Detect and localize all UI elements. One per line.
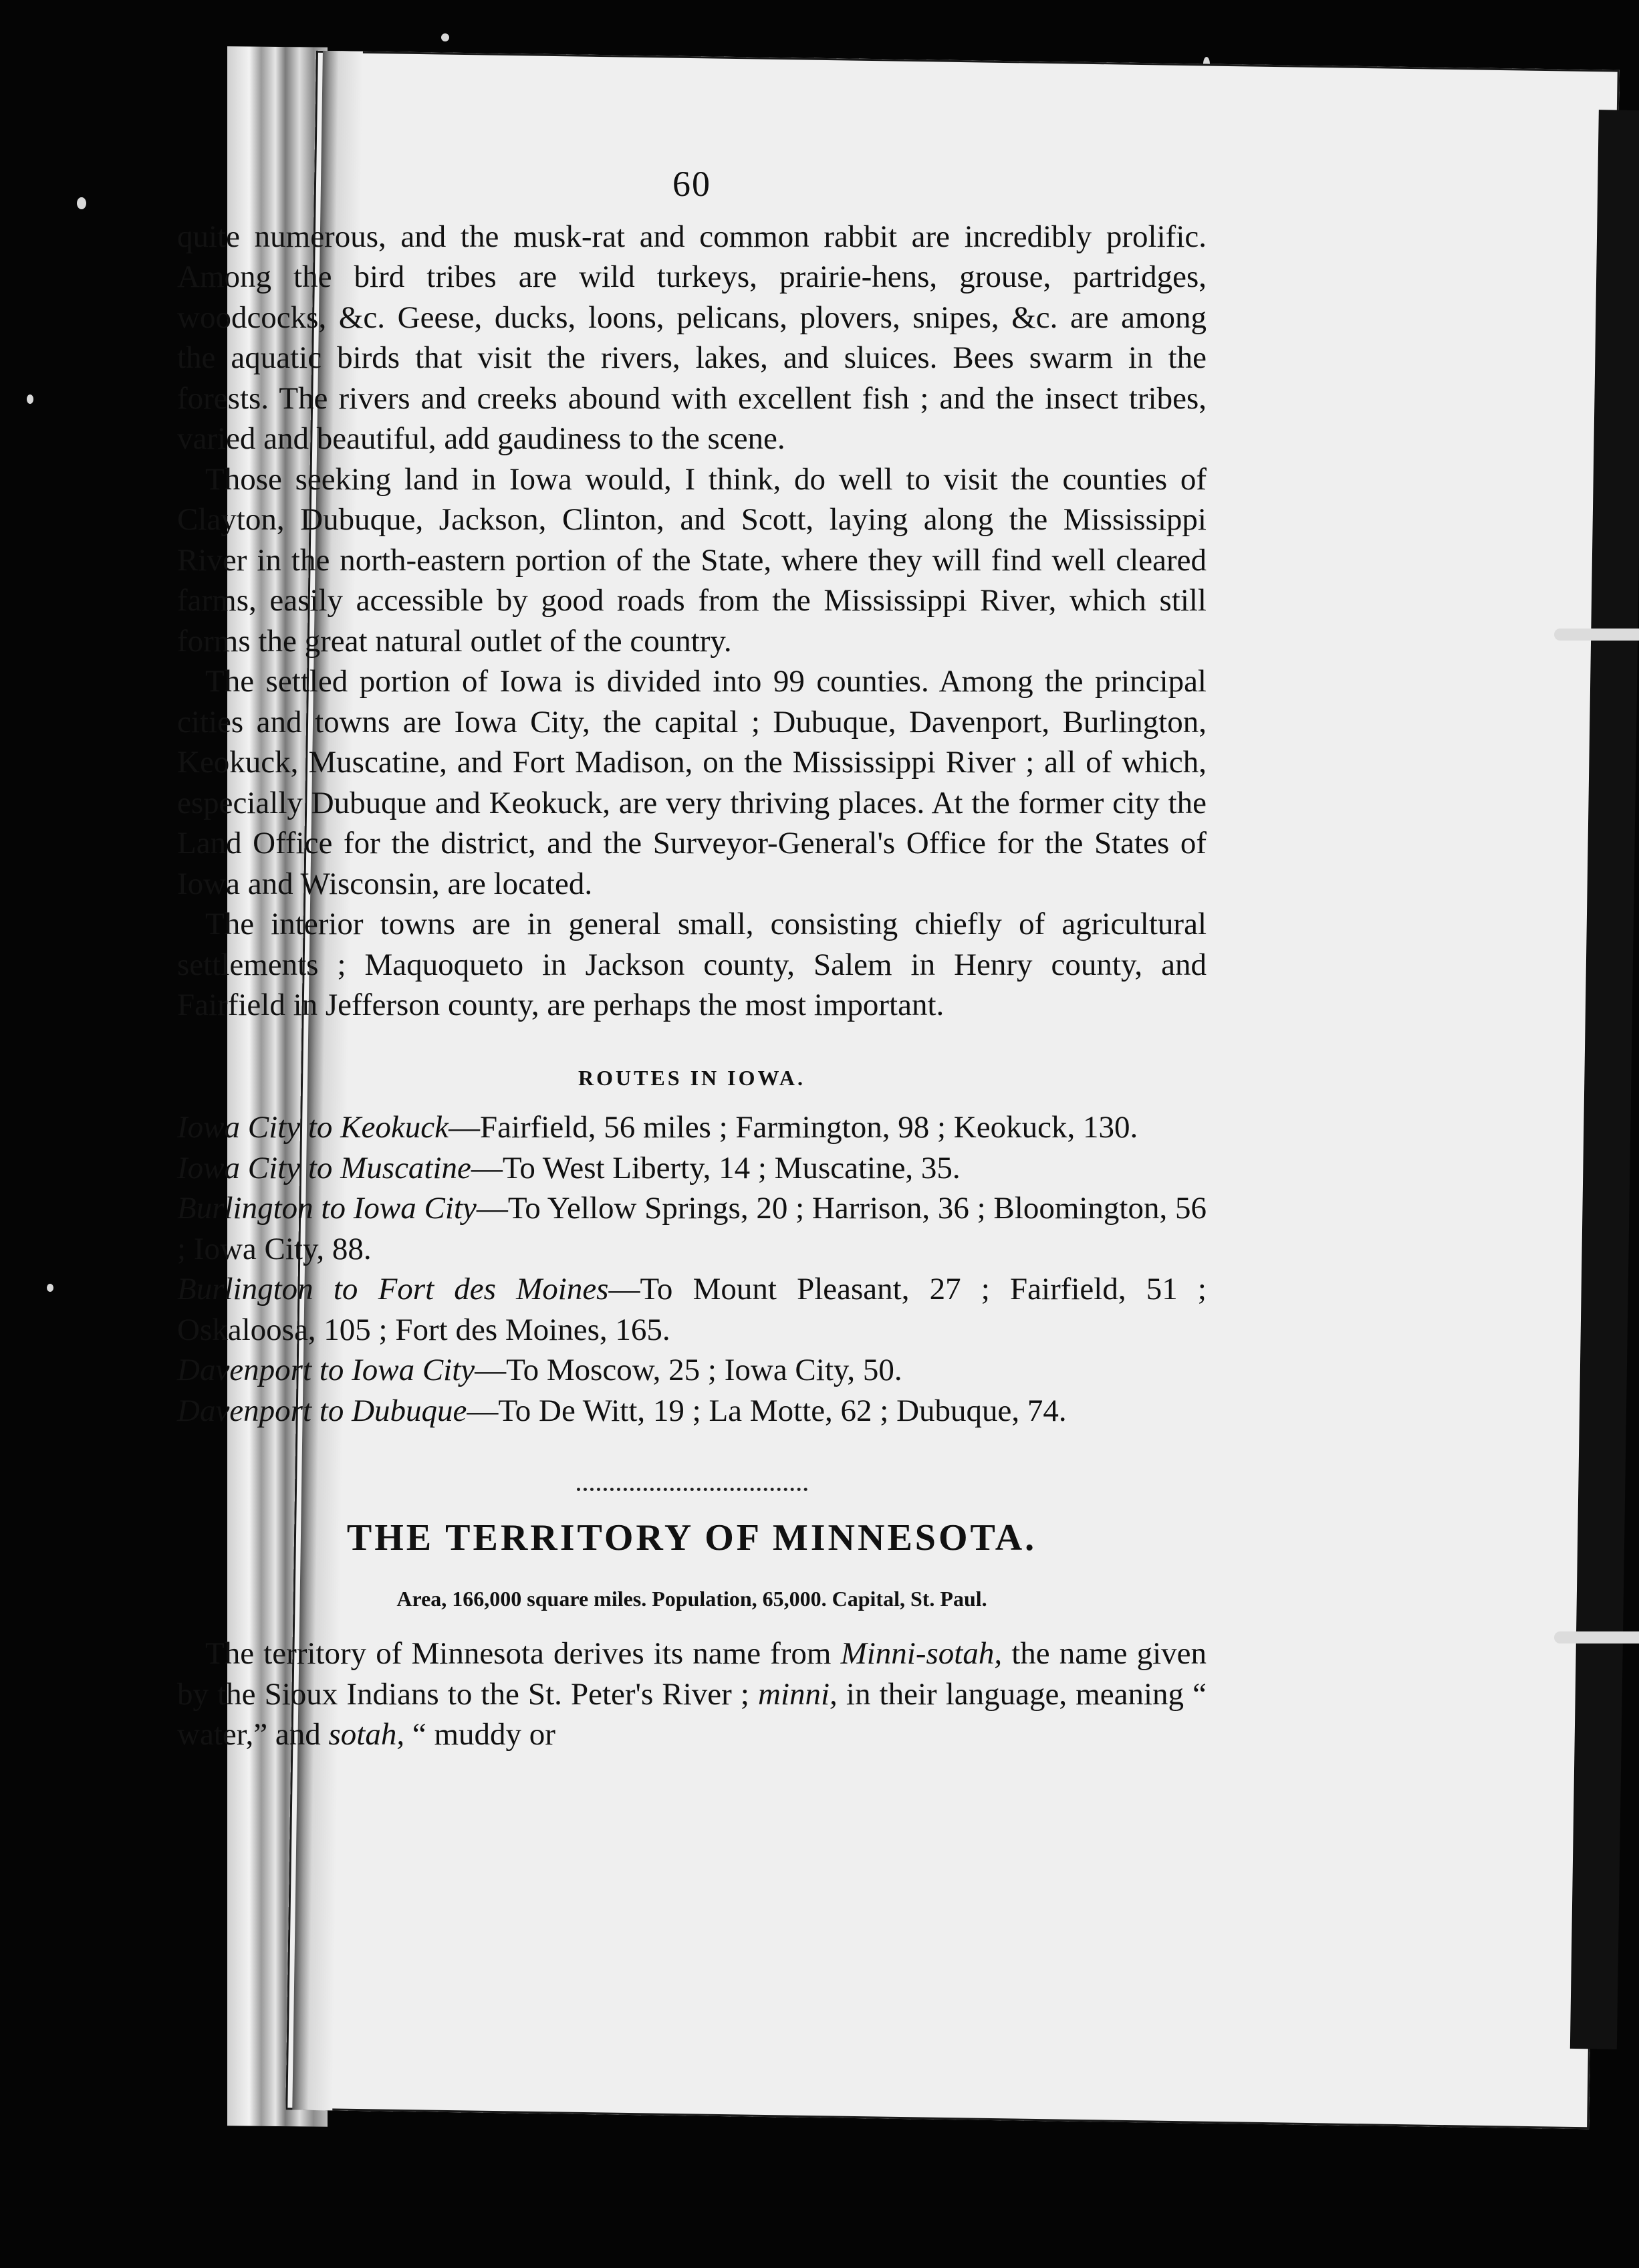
- text-run: The territory of Minnesota derives its name from: [205, 1636, 841, 1671]
- section-stats: Area, 166,000 square miles. Population, 65,000. Capital, St. Paul.: [396, 1586, 987, 1611]
- paragraph-counties: The settled portion of Iowa is divided into 99 counties. Among the principal cities and towns are Iowa City, the capital ; Dubuque, Davenport, Burlington, Keokuck, Muscatine, and Fort Madison, on the Mississippi River ; all of which, especially Dubuque and Keokuck, are very thriving places. At the former city the Land Office for the district, and the Surveyor-General's Office for the States of Iowa and Wisconsin, are located.: [177, 664, 1207, 901]
- route-entry: [177, 1350, 1207, 1391]
- section-title: THE TERRITORY OF MINNESOTA.: [346, 1517, 1037, 1559]
- route-stops: —To Mount Pleasant, 27 ; Fairfield, 51 ; Oskaloosa, 105 ; Fort des Moines, 165.: [177, 1272, 1207, 1347]
- page-right-edge: [1570, 110, 1639, 2049]
- page-clip-upper: [1554, 629, 1639, 641]
- paragraph-wildlife: quite numerous, and the musk-rat and common rabbit are incredibly prolific. Among the bird tribes are wild turkeys, prairie-hens, grouse, partridges, woodcocks, &c. Geese, ducks, loons, pelicans, plovers, snipes, &c. are among the aquatic birds that visit the rivers, lakes, and sluices. Bees swarm in the forests. The rivers and creeks abound with excellent fish ; and the insect tribes, varied and beautiful, add gaudiness to the scene.: [177, 219, 1207, 456]
- text-run: in their language, meaning “ water,” and: [177, 1676, 1207, 1752]
- route-entry: [177, 1269, 1207, 1350]
- route-name: Iowa City to Muscatine: [177, 1150, 471, 1185]
- route-stops: —To Yellow Springs, 20 ; Harrison, 36 ; Bloomington, 56 ; Iowa City, 88.: [177, 1191, 1207, 1266]
- routes-heading: ROUTES IN IOWA.: [578, 1065, 806, 1090]
- page-text-block: [177, 164, 1207, 1755]
- text-run: the name given by the Sioux Indians to the St. Peter's River ;: [177, 1636, 1207, 1712]
- section-divider: [577, 1488, 807, 1491]
- route-stops: —To Moscow, 25 ; Iowa City, 50.: [475, 1353, 902, 1387]
- route-entry: [177, 1391, 1207, 1432]
- route-stops: —To De Witt, 19 ; La Motte, 62 ; Dubuque, 74.: [467, 1393, 1067, 1428]
- route-entry: [177, 1107, 1207, 1148]
- text-run: “ muddy or: [404, 1717, 555, 1752]
- route-stops: —To West Liberty, 14 ; Muscatine, 35.: [471, 1150, 961, 1185]
- route-name: Burlington to Fort des Moines: [177, 1272, 609, 1307]
- italic-term: minni,: [758, 1676, 838, 1712]
- route-entry: [177, 1188, 1207, 1269]
- route-entry: [177, 1148, 1207, 1189]
- paragraph-minnesota-name: [177, 1633, 1207, 1755]
- route-name: Davenport to Iowa City: [177, 1353, 475, 1387]
- page-clip-lower: [1554, 1631, 1639, 1643]
- page-number: 60: [672, 164, 711, 204]
- route-stops: —Fairfield, 56 miles ; Farmington, 98 ; Keokuck, 130.: [448, 1110, 1138, 1145]
- route-name: Davenport to Dubuque: [177, 1393, 467, 1428]
- italic-term: Minni-sotah,: [840, 1636, 1003, 1671]
- route-name: Burlington to Iowa City: [177, 1191, 477, 1226]
- paragraph-interior-towns: The interior towns are in general small, consisting chiefly of agricultural settlements ; Maquoqueto in Jackson county, Salem in Henry county, and Fairfield in Jefferson county, are perhaps the most important.: [177, 907, 1207, 1022]
- route-name: Iowa City to Keokuck: [177, 1110, 449, 1145]
- italic-term: sotah,: [328, 1717, 405, 1752]
- paragraph-land-advice: Those seeking land in Iowa would, I think, do well to visit the counties of Clayton, Dubuque, Jackson, Clinton, and Scott, laying along the Mississippi River in the north-eastern portion of the State, where they will find well cleared farms, easily accessible by good roads from the Mississippi River, which still forms the great natural outlet of the country.: [177, 461, 1207, 659]
